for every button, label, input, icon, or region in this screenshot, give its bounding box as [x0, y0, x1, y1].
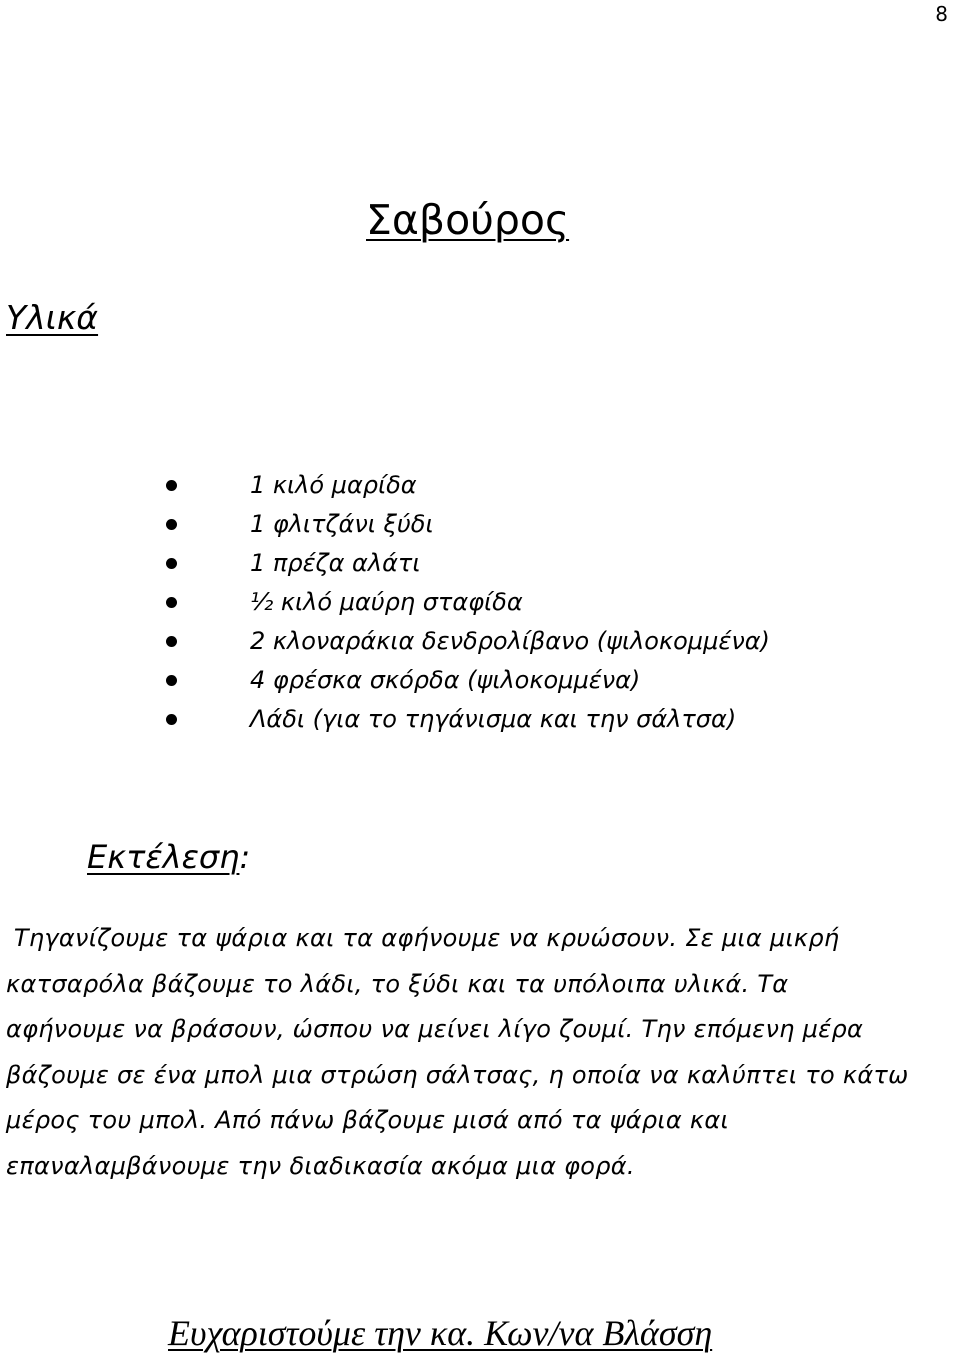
- method-line: Τηγανίζουμε τα ψάρια και τα αφήνουμε να κρυώσουν. Σε μια μικρή: [6, 924, 840, 952]
- page-number: 8: [935, 2, 948, 26]
- ingredient-text: 1 πρέζα αλάτι: [250, 549, 421, 577]
- ingredient-item: [0, 583, 770, 622]
- method-line: βάζουμε σε ένα μπολ μια στρώση σάλτσας, η οποία να καλύπτει το κάτω: [6, 1060, 909, 1089]
- method-paragraph: [6, 920, 960, 1194]
- ingredient-text: 1 κιλό μαρίδα: [250, 471, 417, 499]
- ingredients-list: [0, 466, 770, 739]
- bullet-icon: [166, 597, 177, 608]
- acknowledgement: Ευχαριστούμε την κα. Κων/να Βλάσση: [168, 1313, 713, 1353]
- ingredient-item: [0, 544, 770, 583]
- method-line: επαναλαμβάνουμε την διαδικασία ακόμα μια φορά.: [6, 1151, 635, 1180]
- method-line: μέρος του μπολ. Από πάνω βάζουμε μισά από τα ψάρια και: [6, 1106, 729, 1135]
- ingredient-item: [0, 661, 770, 700]
- ingredient-item: [0, 466, 770, 505]
- recipe-title: Σαβούρος: [366, 196, 570, 244]
- bullet-icon: [166, 636, 177, 647]
- bullet-icon: [166, 714, 177, 725]
- ingredient-text: 1 φλιτζάνι ξύδι: [250, 510, 434, 538]
- bullet-icon: [166, 480, 177, 491]
- method-heading-colon: :: [239, 838, 251, 876]
- ingredient-text: Λάδι (για το τηγάνισμα και την σάλτσα): [250, 705, 737, 733]
- bullet-icon: [166, 519, 177, 530]
- ingredient-item: [0, 622, 770, 661]
- ingredient-text: 2 κλοναράκια δενδρολίβανο (ψιλοκομμένα): [250, 627, 770, 655]
- method-heading-text: Εκτέλεση: [87, 838, 240, 876]
- ingredients-heading: Υλικά: [6, 298, 99, 337]
- ingredient-text: 4 φρέσκα σκόρδα (ψιλοκομμένα): [250, 666, 641, 694]
- ingredient-text: ½ κιλό μαύρη σταφίδα: [250, 588, 523, 616]
- bullet-icon: [166, 675, 177, 686]
- method-line: κατσαρόλα βάζουμε το λάδι, το ξύδι και τα υπόλοιπα υλικά. Τα: [6, 969, 789, 998]
- ingredient-item: [0, 700, 770, 739]
- method-heading: [87, 838, 250, 876]
- ingredient-item: [0, 505, 770, 544]
- method-line: αφήνουμε να βράσουν, ώσπου να μείνει λίγο ζουμί. Την επόμενη μέρα: [6, 1015, 864, 1044]
- bullet-icon: [166, 558, 177, 569]
